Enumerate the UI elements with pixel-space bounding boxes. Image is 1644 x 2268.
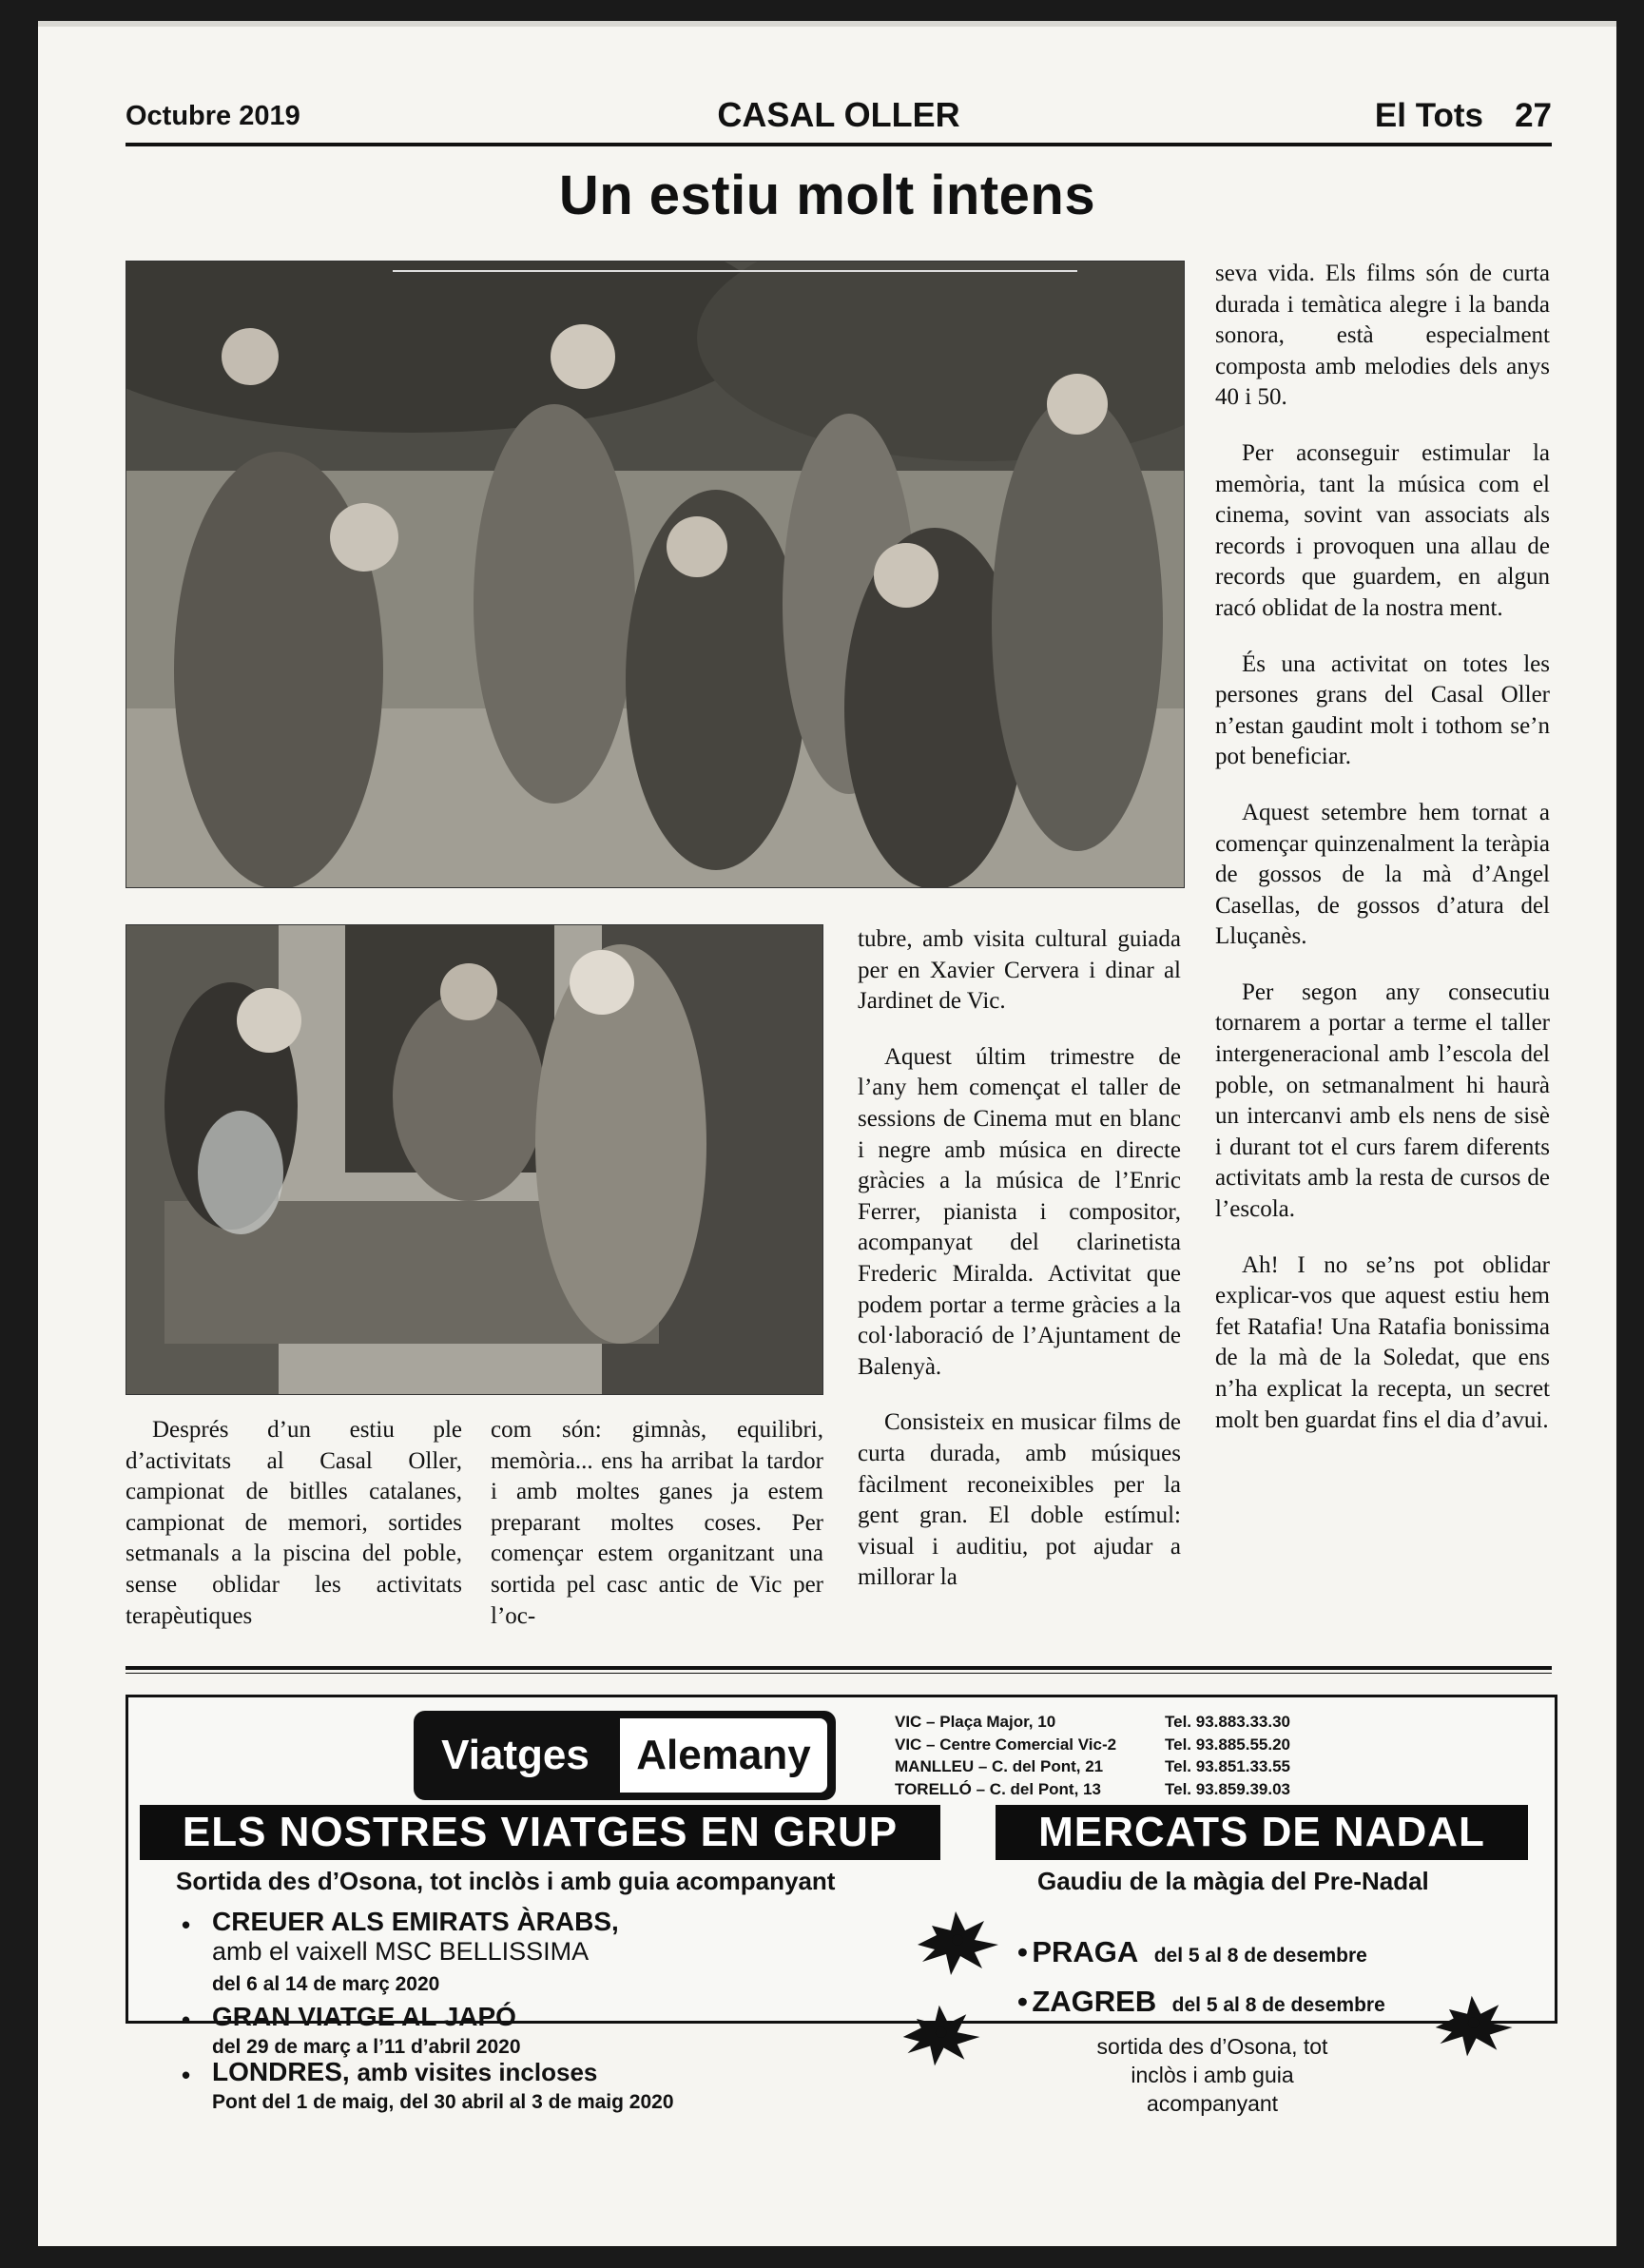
bullet: • xyxy=(1017,1935,1028,1968)
trip-city: LONDRES, xyxy=(212,2057,350,2086)
publication-name: El Tots xyxy=(1374,97,1483,134)
travel-advertisement xyxy=(126,1695,1557,2116)
market-dates: del 5 al 8 de desembre xyxy=(1171,1994,1385,2016)
paragraph: Per aconseguir estimular la memòria, tant la música com el cinema, sovint van associats als records i provoquen una allau de records que guardem, en algun racó oblidat de la nostra ment. xyxy=(1215,439,1550,621)
separator-rule xyxy=(126,1673,1552,1674)
page-header xyxy=(126,95,1552,146)
issue-date: Octubre 2019 xyxy=(126,101,300,131)
market-dates: del 5 al 8 de desembre xyxy=(1153,1945,1367,1967)
market-item xyxy=(1017,1985,1385,2019)
paragraph: tubre, amb visita cultural guiada per en Xavier Cervera i dinar al Jardinet de Vic. xyxy=(858,926,1181,1015)
newspaper-page xyxy=(38,21,1616,2246)
holly-icon xyxy=(1422,1973,1531,2064)
paragraph: Ah! I no se’ns pot oblidar explicar-vos que aquest estiu hem fet Ratafia! Una Ratafia bonissima de la mà de la Soledat, que ens n’ha explicat la recepta, un secret molt ben guardat fins el dia d’avui. xyxy=(1215,1251,1550,1433)
group-trips-subtitle: Sortida des d’Osona, tot inclòs i amb guia acompanyant xyxy=(176,1867,836,1895)
phone-line: Tel. 93.885.55.20 xyxy=(1165,1735,1291,1754)
trip-name: GRAN VIATGE AL JAPÓ xyxy=(212,2002,516,2031)
paragraph: És una activitat on totes les persones grans del Casal Oller n’estan gaudint molt i tothom se’n pot beneficiar. xyxy=(1215,650,1550,770)
market-note: sortida des d’Osona, tot inclòs i amb guia acompanyant xyxy=(1096,2034,1328,2116)
christmas-markets-subtitle: Gaudiu de la màgia del Pre-Nadal xyxy=(1037,1867,1429,1895)
paragraph: Consisteix en musicar films de curta durada, amb músiques fàcilment reconeixibles per la gent gran. El doble estímul: visual i auditiu, pot ajudar a millorar la xyxy=(858,1409,1181,1591)
phone-line: Tel. 93.859.39.03 xyxy=(1165,1779,1291,1798)
agency-logo xyxy=(414,1711,836,1800)
trip-dates: Pont del 1 de maig, del 30 abril al 3 de maig 2020 xyxy=(212,2091,674,2113)
paragraph: Aquest últim trimestre de l’any hem començat el taller de sessions de Cinema mut en blanc i negre amb música en directe gràcies a la música de l’Enric Ferrer, pianista i compositor, acompanyat del clarinetista Frederic Miralda. Activitat que podem portar a terme gràcies a la col·laboració de l’Ajuntament de Balenyà. xyxy=(858,1043,1181,1380)
market-city: PRAGA xyxy=(1032,1935,1139,1968)
page-number: 27 xyxy=(1515,97,1552,134)
bullet: • xyxy=(182,2006,191,2034)
paragraph: com són: gimnàs, equilibri, memòria... ens ha arribat la tardor i amb moltes ganes ja estem preparant moltes coses. Per començar estem organitzant una sortida pel casc antic de Vic per l’oc- xyxy=(491,1417,823,1629)
trip-dates: del 6 al 14 de març 2020 xyxy=(212,1973,440,1995)
article-column-middle xyxy=(858,924,1181,1619)
address-line: TORELLÓ – C. del Pont, 13 xyxy=(895,1779,1101,1798)
article-column-bottom-middle xyxy=(491,1415,823,1657)
agency-addresses xyxy=(895,1711,1142,1800)
holly-icon xyxy=(889,1983,998,2073)
bullet: • xyxy=(182,1910,191,1939)
trip-name xyxy=(212,2057,597,2087)
article-column-bottom-left xyxy=(126,1415,462,1657)
group-photo xyxy=(126,261,1185,888)
address-line: MANLLEU – C. del Pont, 21 xyxy=(895,1757,1104,1775)
holly-icon xyxy=(908,1888,1013,1983)
paragraph: Aquest setembre hem tornat a començar quinzenalment la teràpia de gossos de la mà d’Angel Casellas, de gossos d’atura del Lluçanès. xyxy=(1215,799,1550,950)
table-photo xyxy=(126,924,823,1395)
logo-word-left: Viatges xyxy=(441,1732,590,1778)
article-title: Un estiu molt intens xyxy=(558,165,1096,226)
christmas-markets-banner: MERCATS DE NADAL xyxy=(996,1805,1528,1860)
agency-phones xyxy=(1165,1711,1355,1800)
market-item xyxy=(1017,1935,1367,1969)
group-trips-banner: ELS NOSTRES VIATGES EN GRUP xyxy=(140,1805,940,1860)
trip-detail: amb el vaixell MSC BELLISSIMA xyxy=(212,1937,590,1966)
section-name: CASAL OLLER xyxy=(717,95,960,134)
paragraph: Per segon any consecutiu tornarem a portar a terme el taller intergeneracional amb l’escola del poble, on setmanalment hi haurà un intercanvi amb els nens de sisè i durant tot el curs farem diferents activitats amb la resta de cursos de l’escola. xyxy=(1215,979,1550,1223)
trip-detail: amb visites incloses xyxy=(357,2058,598,2086)
separator-rule xyxy=(126,1666,1552,1670)
address-line: VIC – Centre Comercial Vic-2 xyxy=(895,1735,1117,1754)
article-column-right xyxy=(1215,259,1550,1461)
market-city: ZAGREB xyxy=(1032,1985,1157,2018)
logo-word-right: Alemany xyxy=(620,1718,827,1793)
phone-line: Tel. 93.883.33.30 xyxy=(1165,1713,1291,1731)
trip-dates: del 29 de març a l’11 d’abril 2020 xyxy=(212,2036,521,2058)
address-line: VIC – Plaça Major, 10 xyxy=(895,1713,1056,1731)
bullet: • xyxy=(182,2061,191,2089)
scan-edge xyxy=(38,21,1616,27)
phone-line: Tel. 93.851.33.55 xyxy=(1165,1757,1291,1775)
paragraph: seva vida. Els films són de curta durada i temàtica alegre i la banda sonora, està especialment composta amb melodies dels anys 40 i 50. xyxy=(1215,261,1550,411)
bullet: • xyxy=(1017,1985,1028,2018)
trip-name: CREUER ALS EMIRATS ÀRABS, xyxy=(212,1907,619,1936)
paragraph: Després d’un estiu ple d’activitats al Casal Oller, campionat de bitlles catalanes, campionat de memori, sortides setmanals a la piscina del poble, sense oblidar les activitats terapèutiques xyxy=(126,1417,462,1629)
